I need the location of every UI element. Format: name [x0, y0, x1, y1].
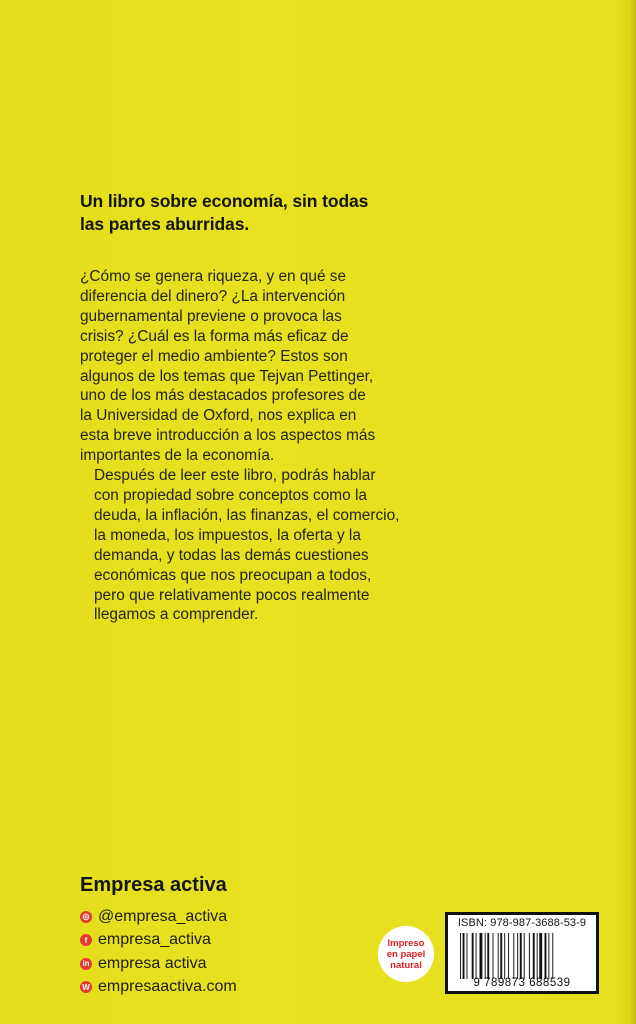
- social-link-linkedin[interactable]: [80, 952, 237, 976]
- blurb-line: Después de leer este libro, podrás hablar: [94, 467, 376, 485]
- social-link-web[interactable]: [80, 976, 237, 1000]
- tagline: [80, 190, 460, 236]
- barcode: [448, 915, 596, 991]
- blurb-line: pero que relativamente pocos realmente: [94, 586, 370, 604]
- social-link-text: empresa_activa: [98, 931, 211, 949]
- social-link-text: @empresa_activa: [98, 907, 228, 925]
- barcode-bars: [460, 933, 586, 979]
- natural-paper-badge: [378, 926, 434, 982]
- blurb-line: con propiedad sobre conceptos como la: [94, 486, 367, 504]
- instagram-icon: ◎: [80, 911, 92, 923]
- badge-line: Impreso: [387, 937, 425, 949]
- barcode-box: [445, 912, 599, 994]
- blurb-line: proteger el medio ambiente? Estos son: [80, 347, 348, 365]
- blurb-paragraph-1: [80, 267, 440, 466]
- cover-edge-shadow: [630, 0, 636, 1024]
- social-links: [80, 905, 237, 999]
- blurb-line: diferencia del dinero? ¿La intervención: [80, 287, 346, 305]
- facebook-icon: f: [80, 934, 92, 946]
- blurb: [80, 267, 440, 625]
- badge-line: en papel: [386, 948, 426, 960]
- blurb-line: demanda, y todas las demás cuestiones: [94, 546, 369, 564]
- blurb-line: algunos de los temas que Tejvan Pettinger,: [80, 367, 374, 385]
- blurb-line: la Universidad de Oxford, nos explica en: [80, 407, 357, 425]
- publisher-name: Empresa activa: [80, 874, 227, 896]
- blurb-paragraph-2: [80, 466, 440, 625]
- social-link-text: empresaactiva.com: [98, 978, 237, 996]
- blurb-line: importantes de la economía.: [80, 447, 275, 465]
- blurb-line: gubernamental previene o provoca las: [80, 307, 342, 325]
- blurb-line: esta breve introducción a los aspectos más: [80, 427, 376, 445]
- social-link-facebook[interactable]: [80, 929, 237, 953]
- tagline-line: Un libro sobre economía, sin todas: [80, 191, 369, 211]
- isbn-label: ISBN: 978-987-3688-53-9: [457, 917, 587, 929]
- blurb-line: la moneda, los impuestos, la oferta y la: [94, 526, 361, 544]
- badge-line: natural: [390, 959, 422, 971]
- tagline-line: las partes aburridas.: [80, 214, 250, 234]
- blurb-line: uno de los más destacados profesores de: [80, 387, 366, 405]
- barcode-digits: 9 789873 688539: [473, 977, 571, 989]
- blurb-line: deuda, la inflación, las finanzas, el comercio,: [94, 506, 400, 524]
- web-icon: W: [80, 981, 92, 993]
- blurb-line: ¿Cómo se genera riqueza, y en qué se: [80, 268, 347, 285]
- linkedin-icon: in: [80, 958, 92, 970]
- blurb-line: llegamos a comprender.: [94, 606, 259, 624]
- social-link-instagram[interactable]: [80, 905, 237, 929]
- blurb-line: económicas que nos preocupan a todos,: [94, 566, 372, 584]
- social-link-text: empresa activa: [98, 954, 207, 972]
- blurb-line: crisis? ¿Cuál es la forma más eficaz de: [80, 327, 349, 345]
